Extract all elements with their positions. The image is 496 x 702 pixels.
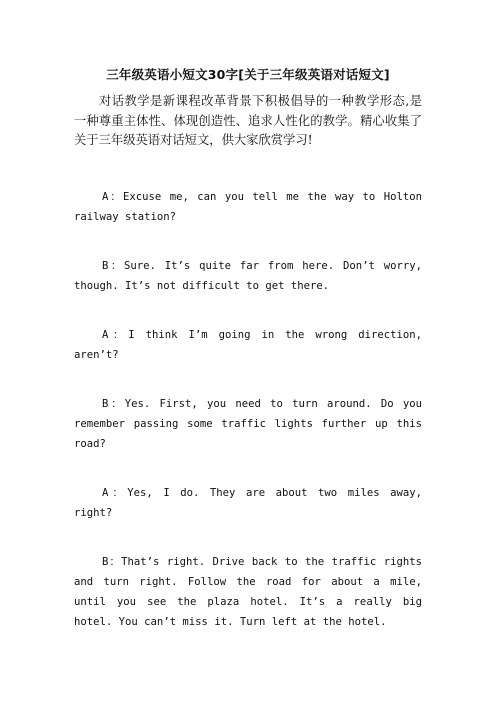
intro-paragraph: 对话教学是新课程改革背景下积极倡导的一种教学形态,是一种尊重主体性、体现创造性、追求人性化的教学。精心收集了关于三年级英语对话短文，供大家欣赏学习! [74, 94, 422, 147]
document-title: 三年级英语小短文30字[关于三年级英语对话短文] [106, 67, 390, 82]
dialogue-section [74, 187, 422, 661]
dialogue-line-3: A：I think I’m going in the wrong direction, aren’t? [74, 329, 422, 361]
dialogue-line-2: B：Sure. It’s quite far from here. Don’t worry, though. It’s not difficult to get there. [74, 260, 422, 292]
dialogue-line-1: A：Excuse me, can you tell me the way to Holton railway station? [74, 191, 422, 223]
dialogue-line-5: A：Yes, I do. They are about two miles away, right? [74, 487, 422, 519]
dialogue-line-6: B：That’s right. Drive back to the traffic rights and turn right. Follow the road for about a mile, until you see the plaza hotel. It’s a really big hotel. You can’t miss it. Turn left at the hotel. [74, 556, 422, 628]
dialogue-line-4: B：Yes. First, you need to turn around. Do you remember passing some traffic lights further up this road? [74, 398, 422, 450]
